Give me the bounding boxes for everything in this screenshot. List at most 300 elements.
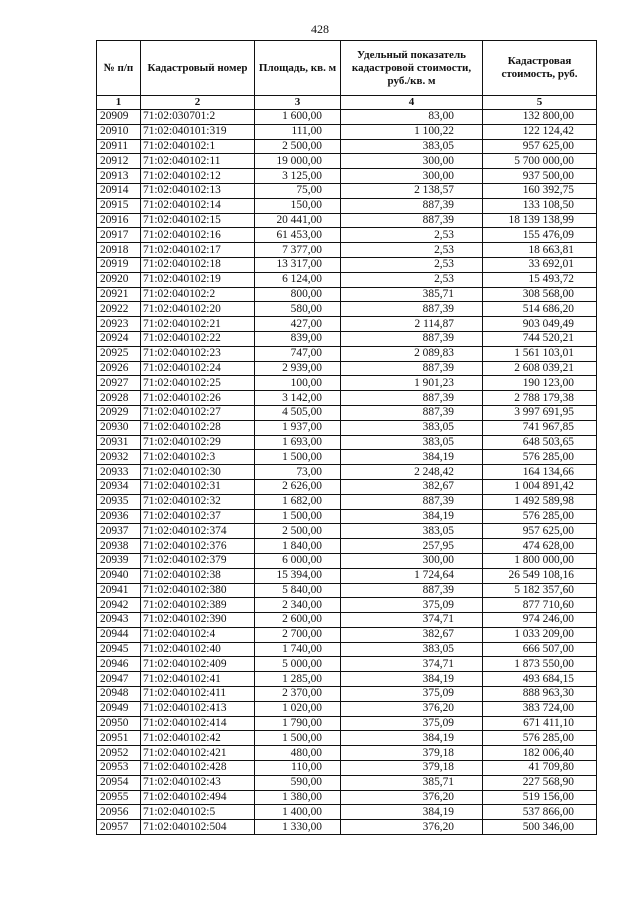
cell-row-number: 20939 (97, 553, 141, 568)
cell-area: 1 330,00 (255, 820, 341, 835)
cell-cadastral-number: 71:02:040102:421 (141, 746, 255, 761)
cell-unit-rate: 376,20 (341, 701, 483, 716)
table-row (97, 154, 597, 169)
cell-unit-rate: 300,00 (341, 154, 483, 169)
cell-cadastral-value: 18 139 138,99 (483, 213, 597, 228)
cell-unit-rate: 2,53 (341, 243, 483, 258)
table-row (97, 110, 597, 125)
cell-row-number: 20921 (97, 287, 141, 302)
cell-area: 580,00 (255, 302, 341, 317)
cell-unit-rate: 2 138,57 (341, 183, 483, 198)
table-row (97, 731, 597, 746)
cell-cadastral-number: 71:02:040102:38 (141, 568, 255, 583)
cell-area: 1 400,00 (255, 805, 341, 820)
cell-unit-rate: 376,20 (341, 820, 483, 835)
column-number: 3 (255, 96, 341, 110)
cell-area: 1 020,00 (255, 701, 341, 716)
cell-cadastral-number: 71:02:040102:16 (141, 228, 255, 243)
cell-cadastral-number: 71:02:040102:4 (141, 627, 255, 642)
cell-area: 20 441,00 (255, 213, 341, 228)
cell-cadastral-value: 133 108,50 (483, 198, 597, 213)
cell-cadastral-number: 71:02:040102:26 (141, 391, 255, 406)
table-row (97, 450, 597, 465)
table-row (97, 568, 597, 583)
table-row (97, 139, 597, 154)
cell-cadastral-value: 132 800,00 (483, 110, 597, 125)
cell-unit-rate: 384,19 (341, 805, 483, 820)
cell-cadastral-value: 1 033 209,00 (483, 627, 597, 642)
cell-cadastral-value: 5 182 357,60 (483, 583, 597, 598)
table-row (97, 287, 597, 302)
cell-cadastral-value: 648 503,65 (483, 435, 597, 450)
cell-area: 2 626,00 (255, 479, 341, 494)
cell-row-number: 20909 (97, 110, 141, 125)
cell-area: 6 124,00 (255, 272, 341, 287)
cell-row-number: 20911 (97, 139, 141, 154)
cell-row-number: 20951 (97, 731, 141, 746)
cell-area: 2 500,00 (255, 524, 341, 539)
cell-cadastral-number: 71:02:040102:19 (141, 272, 255, 287)
page-number: 428 (311, 22, 329, 36)
cell-area: 5 000,00 (255, 657, 341, 672)
cell-area: 590,00 (255, 775, 341, 790)
table-row (97, 746, 597, 761)
cell-row-number: 20952 (97, 746, 141, 761)
cell-cadastral-value: 164 134,66 (483, 465, 597, 480)
cell-area: 15 394,00 (255, 568, 341, 583)
cell-cadastral-number: 71:02:040102:374 (141, 524, 255, 539)
cell-area: 1 790,00 (255, 716, 341, 731)
cell-cadastral-value: 493 684,15 (483, 672, 597, 687)
table-row (97, 509, 597, 524)
table-row (97, 613, 597, 628)
cell-area: 2 500,00 (255, 139, 341, 154)
cell-cadastral-number: 71:02:040102:30 (141, 465, 255, 480)
table-row (97, 346, 597, 361)
cell-unit-rate: 300,00 (341, 553, 483, 568)
cell-unit-rate: 379,18 (341, 761, 483, 776)
cell-row-number: 20931 (97, 435, 141, 450)
cell-unit-rate: 374,71 (341, 613, 483, 628)
cell-row-number: 20932 (97, 450, 141, 465)
cell-row-number: 20938 (97, 539, 141, 554)
cell-cadastral-number: 71:02:040102:5 (141, 805, 255, 820)
cell-unit-rate: 887,39 (341, 583, 483, 598)
cell-cadastral-value: 41 709,80 (483, 761, 597, 776)
column-number: 2 (141, 96, 255, 110)
cell-row-number: 20935 (97, 494, 141, 509)
table-row (97, 642, 597, 657)
cell-cadastral-value: 2 788 179,38 (483, 391, 597, 406)
cell-area: 5 840,00 (255, 583, 341, 598)
cell-unit-rate: 382,67 (341, 479, 483, 494)
cell-cadastral-value: 974 246,00 (483, 613, 597, 628)
cell-area: 150,00 (255, 198, 341, 213)
header-area: Площадь, кв. м (255, 41, 341, 96)
cell-area: 839,00 (255, 331, 341, 346)
cell-unit-rate: 887,39 (341, 213, 483, 228)
table-row (97, 391, 597, 406)
cell-unit-rate: 384,19 (341, 672, 483, 687)
cell-unit-rate: 384,19 (341, 450, 483, 465)
cell-row-number: 20956 (97, 805, 141, 820)
cell-row-number: 20937 (97, 524, 141, 539)
cell-cadastral-number: 71:02:040102:32 (141, 494, 255, 509)
cell-cadastral-value: 5 700 000,00 (483, 154, 597, 169)
cell-unit-rate: 383,05 (341, 435, 483, 450)
cell-unit-rate: 383,05 (341, 420, 483, 435)
column-number: 1 (97, 96, 141, 110)
cell-area: 480,00 (255, 746, 341, 761)
cell-row-number: 20957 (97, 820, 141, 835)
cell-cadastral-value: 903 049,49 (483, 317, 597, 332)
cell-area: 61 453,00 (255, 228, 341, 243)
cell-area: 73,00 (255, 465, 341, 480)
cell-cadastral-number: 71:02:040102:428 (141, 761, 255, 776)
cell-row-number: 20922 (97, 302, 141, 317)
cell-cadastral-number: 71:02:040102:2 (141, 287, 255, 302)
cell-row-number: 20916 (97, 213, 141, 228)
cell-row-number: 20930 (97, 420, 141, 435)
cell-unit-rate: 887,39 (341, 391, 483, 406)
cell-unit-rate: 83,00 (341, 110, 483, 125)
cell-row-number: 20919 (97, 257, 141, 272)
table-row (97, 524, 597, 539)
cell-unit-rate: 383,05 (341, 642, 483, 657)
cell-row-number: 20925 (97, 346, 141, 361)
cell-unit-rate: 887,39 (341, 198, 483, 213)
cell-cadastral-number: 71:02:040102:25 (141, 376, 255, 391)
cell-area: 19 000,00 (255, 154, 341, 169)
table-row (97, 627, 597, 642)
cell-area: 6 000,00 (255, 553, 341, 568)
column-number: 5 (483, 96, 597, 110)
cell-area: 2 370,00 (255, 687, 341, 702)
cell-cadastral-number: 71:02:040102:3 (141, 450, 255, 465)
cell-cadastral-value: 122 124,42 (483, 124, 597, 139)
table-row (97, 790, 597, 805)
cell-cadastral-number: 71:02:040102:15 (141, 213, 255, 228)
cell-cadastral-value: 514 686,20 (483, 302, 597, 317)
table-row (97, 465, 597, 480)
cell-unit-rate: 2 089,83 (341, 346, 483, 361)
cell-cadastral-number: 71:02:040102:380 (141, 583, 255, 598)
cell-area: 13 317,00 (255, 257, 341, 272)
cell-unit-rate: 2,53 (341, 272, 483, 287)
cell-cadastral-value: 182 006,40 (483, 746, 597, 761)
cell-cadastral-value: 500 346,00 (483, 820, 597, 835)
cell-row-number: 20943 (97, 613, 141, 628)
cell-cadastral-number: 71:02:040102:389 (141, 598, 255, 613)
cell-cadastral-value: 15 493,72 (483, 272, 597, 287)
cell-unit-rate: 300,00 (341, 169, 483, 184)
table-row (97, 672, 597, 687)
cell-row-number: 20920 (97, 272, 141, 287)
table-row (97, 435, 597, 450)
cell-row-number: 20934 (97, 479, 141, 494)
cell-cadastral-number: 71:02:040102:413 (141, 701, 255, 716)
cell-cadastral-number: 71:02:040102:28 (141, 420, 255, 435)
cell-cadastral-number: 71:02:040102:23 (141, 346, 255, 361)
cell-cadastral-value: 474 628,00 (483, 539, 597, 554)
header-unit-rate: Удельный показатель кадастровой стоимости, руб./кв. м (341, 41, 483, 96)
table-row (97, 820, 597, 835)
table-row (97, 405, 597, 420)
cell-area: 1 500,00 (255, 450, 341, 465)
cell-unit-rate: 383,05 (341, 139, 483, 154)
cell-row-number: 20929 (97, 405, 141, 420)
table-row (97, 420, 597, 435)
cell-cadastral-value: 519 156,00 (483, 790, 597, 805)
cell-row-number: 20933 (97, 465, 141, 480)
cell-area: 3 142,00 (255, 391, 341, 406)
cell-area: 4 505,00 (255, 405, 341, 420)
cell-cadastral-number: 71:02:040102:1 (141, 139, 255, 154)
cell-unit-rate: 384,19 (341, 731, 483, 746)
cell-unit-rate: 887,39 (341, 302, 483, 317)
cell-cadastral-value: 2 608 039,21 (483, 361, 597, 376)
table-row (97, 198, 597, 213)
cell-area: 3 125,00 (255, 169, 341, 184)
cell-row-number: 20953 (97, 761, 141, 776)
table-row (97, 775, 597, 790)
column-number-row (97, 96, 597, 110)
cell-row-number: 20918 (97, 243, 141, 258)
cell-cadastral-value: 155 476,09 (483, 228, 597, 243)
cell-row-number: 20923 (97, 317, 141, 332)
cell-unit-rate: 384,19 (341, 509, 483, 524)
cell-area: 75,00 (255, 183, 341, 198)
cell-unit-rate: 382,67 (341, 627, 483, 642)
cell-area: 7 377,00 (255, 243, 341, 258)
cell-area: 1 600,00 (255, 110, 341, 125)
cell-row-number: 20926 (97, 361, 141, 376)
cell-cadastral-number: 71:02:040102:18 (141, 257, 255, 272)
cell-unit-rate: 2 248,42 (341, 465, 483, 480)
cell-unit-rate: 376,20 (341, 790, 483, 805)
cell-cadastral-number: 71:02:040102:37 (141, 509, 255, 524)
cell-cadastral-value: 1 800 000,00 (483, 553, 597, 568)
cell-cadastral-number: 71:02:040102:414 (141, 716, 255, 731)
cell-unit-rate: 379,18 (341, 746, 483, 761)
cell-cadastral-value: 190 123,00 (483, 376, 597, 391)
cell-row-number: 20936 (97, 509, 141, 524)
cell-cadastral-number: 71:02:040102:13 (141, 183, 255, 198)
cell-area: 1 693,00 (255, 435, 341, 450)
header-cadastral-number: Кадастровый номер (141, 41, 255, 96)
cell-unit-rate: 375,09 (341, 598, 483, 613)
table-row (97, 583, 597, 598)
cell-cadastral-value: 1 561 103,01 (483, 346, 597, 361)
column-number: 4 (341, 96, 483, 110)
cell-cadastral-value: 741 967,85 (483, 420, 597, 435)
table-row (97, 169, 597, 184)
table-row (97, 701, 597, 716)
cell-cadastral-number: 71:02:040102:11 (141, 154, 255, 169)
cell-cadastral-value: 383 724,00 (483, 701, 597, 716)
cell-cadastral-number: 71:02:030701:2 (141, 110, 255, 125)
cell-unit-rate: 375,09 (341, 687, 483, 702)
cell-row-number: 20913 (97, 169, 141, 184)
cell-cadastral-number: 71:02:040102:376 (141, 539, 255, 554)
cell-unit-rate: 375,09 (341, 716, 483, 731)
header-cadastral-value: Кадастровая стоимость, руб. (483, 41, 597, 96)
cell-row-number: 20940 (97, 568, 141, 583)
cell-cadastral-number: 71:02:040102:409 (141, 657, 255, 672)
cell-row-number: 20954 (97, 775, 141, 790)
cell-unit-rate: 257,95 (341, 539, 483, 554)
cell-unit-rate: 2 114,87 (341, 317, 483, 332)
cell-cadastral-value: 877 710,60 (483, 598, 597, 613)
cell-area: 110,00 (255, 761, 341, 776)
table-row (97, 228, 597, 243)
cell-cadastral-number: 71:02:040102:17 (141, 243, 255, 258)
header-row (97, 41, 597, 96)
cell-cadastral-number: 71:02:040102:42 (141, 731, 255, 746)
cell-area: 800,00 (255, 287, 341, 302)
cell-cadastral-value: 666 507,00 (483, 642, 597, 657)
cell-row-number: 20915 (97, 198, 141, 213)
cell-unit-rate: 1 100,22 (341, 124, 483, 139)
cell-row-number: 20950 (97, 716, 141, 731)
cell-area: 111,00 (255, 124, 341, 139)
cell-area: 427,00 (255, 317, 341, 332)
cell-row-number: 20944 (97, 627, 141, 642)
cell-cadastral-number: 71:02:040102:390 (141, 613, 255, 628)
cell-unit-rate: 887,39 (341, 331, 483, 346)
cell-cadastral-value: 1 873 550,00 (483, 657, 597, 672)
table-row (97, 317, 597, 332)
cell-cadastral-value: 957 625,00 (483, 524, 597, 539)
cell-area: 2 340,00 (255, 598, 341, 613)
table-row (97, 183, 597, 198)
cell-row-number: 20924 (97, 331, 141, 346)
cell-row-number: 20942 (97, 598, 141, 613)
cell-unit-rate: 887,39 (341, 361, 483, 376)
cell-cadastral-value: 576 285,00 (483, 731, 597, 746)
cell-cadastral-number: 71:02:040102:27 (141, 405, 255, 420)
table-row (97, 494, 597, 509)
table-row (97, 716, 597, 731)
cell-cadastral-value: 537 866,00 (483, 805, 597, 820)
cell-unit-rate: 374,71 (341, 657, 483, 672)
cell-row-number: 20910 (97, 124, 141, 139)
table-row (97, 539, 597, 554)
table-row (97, 213, 597, 228)
cell-unit-rate: 1 724,64 (341, 568, 483, 583)
cell-cadastral-number: 71:02:040102:20 (141, 302, 255, 317)
cell-unit-rate: 887,39 (341, 405, 483, 420)
cell-area: 747,00 (255, 346, 341, 361)
cadastral-value-table (96, 40, 597, 835)
cell-cadastral-number: 71:02:040102:411 (141, 687, 255, 702)
table-row (97, 761, 597, 776)
cell-area: 100,00 (255, 376, 341, 391)
table-body (97, 110, 597, 835)
cell-row-number: 20927 (97, 376, 141, 391)
table-row (97, 687, 597, 702)
cell-cadastral-number: 71:02:040102:494 (141, 790, 255, 805)
cell-cadastral-number: 71:02:040102:29 (141, 435, 255, 450)
cell-cadastral-value: 888 963,30 (483, 687, 597, 702)
cell-unit-rate: 385,71 (341, 287, 483, 302)
cell-cadastral-number: 71:02:040102:31 (141, 479, 255, 494)
cell-area: 1 285,00 (255, 672, 341, 687)
cell-cadastral-number: 71:02:040101:319 (141, 124, 255, 139)
cell-row-number: 20949 (97, 701, 141, 716)
table-row (97, 598, 597, 613)
table-row (97, 272, 597, 287)
cell-area: 1 380,00 (255, 790, 341, 805)
cell-cadastral-value: 33 692,01 (483, 257, 597, 272)
cell-cadastral-value: 308 568,00 (483, 287, 597, 302)
cell-cadastral-value: 957 625,00 (483, 139, 597, 154)
table-row (97, 243, 597, 258)
cell-cadastral-value: 744 520,21 (483, 331, 597, 346)
cell-area: 1 937,00 (255, 420, 341, 435)
table-row (97, 553, 597, 568)
cell-cadastral-number: 71:02:040102:12 (141, 169, 255, 184)
table-row (97, 361, 597, 376)
cell-cadastral-value: 576 285,00 (483, 450, 597, 465)
table-row (97, 376, 597, 391)
cell-cadastral-number: 71:02:040102:504 (141, 820, 255, 835)
cell-cadastral-value: 3 997 691,95 (483, 405, 597, 420)
cell-cadastral-value: 671 411,10 (483, 716, 597, 731)
cell-unit-rate: 2,53 (341, 228, 483, 243)
cell-row-number: 20946 (97, 657, 141, 672)
cell-area: 1 740,00 (255, 642, 341, 657)
cell-row-number: 20912 (97, 154, 141, 169)
cell-cadastral-value: 576 285,00 (483, 509, 597, 524)
cell-cadastral-number: 71:02:040102:21 (141, 317, 255, 332)
cell-area: 1 840,00 (255, 539, 341, 554)
table-row (97, 331, 597, 346)
cell-row-number: 20947 (97, 672, 141, 687)
cell-cadastral-value: 1 492 589,98 (483, 494, 597, 509)
cell-row-number: 20948 (97, 687, 141, 702)
cell-row-number: 20928 (97, 391, 141, 406)
cell-cadastral-value: 937 500,00 (483, 169, 597, 184)
cell-cadastral-number: 71:02:040102:22 (141, 331, 255, 346)
cell-row-number: 20914 (97, 183, 141, 198)
cell-row-number: 20945 (97, 642, 141, 657)
header-row-number: № п/п (97, 41, 141, 96)
cell-area: 2 600,00 (255, 613, 341, 628)
table-row (97, 302, 597, 317)
cell-area: 1 682,00 (255, 494, 341, 509)
cell-cadastral-number: 71:02:040102:14 (141, 198, 255, 213)
table-row (97, 657, 597, 672)
cell-cadastral-number: 71:02:040102:41 (141, 672, 255, 687)
cell-row-number: 20941 (97, 583, 141, 598)
cell-unit-rate: 385,71 (341, 775, 483, 790)
cell-cadastral-value: 160 392,75 (483, 183, 597, 198)
cell-area: 1 500,00 (255, 509, 341, 524)
cell-area: 2 939,00 (255, 361, 341, 376)
cell-cadastral-value: 18 663,81 (483, 243, 597, 258)
cell-row-number: 20955 (97, 790, 141, 805)
cell-unit-rate: 1 901,23 (341, 376, 483, 391)
cell-cadastral-number: 71:02:040102:379 (141, 553, 255, 568)
cell-unit-rate: 887,39 (341, 494, 483, 509)
cell-cadastral-number: 71:02:040102:40 (141, 642, 255, 657)
table-row (97, 257, 597, 272)
cell-area: 2 700,00 (255, 627, 341, 642)
table-row (97, 124, 597, 139)
cell-cadastral-value: 1 004 891,42 (483, 479, 597, 494)
cell-cadastral-number: 71:02:040102:24 (141, 361, 255, 376)
